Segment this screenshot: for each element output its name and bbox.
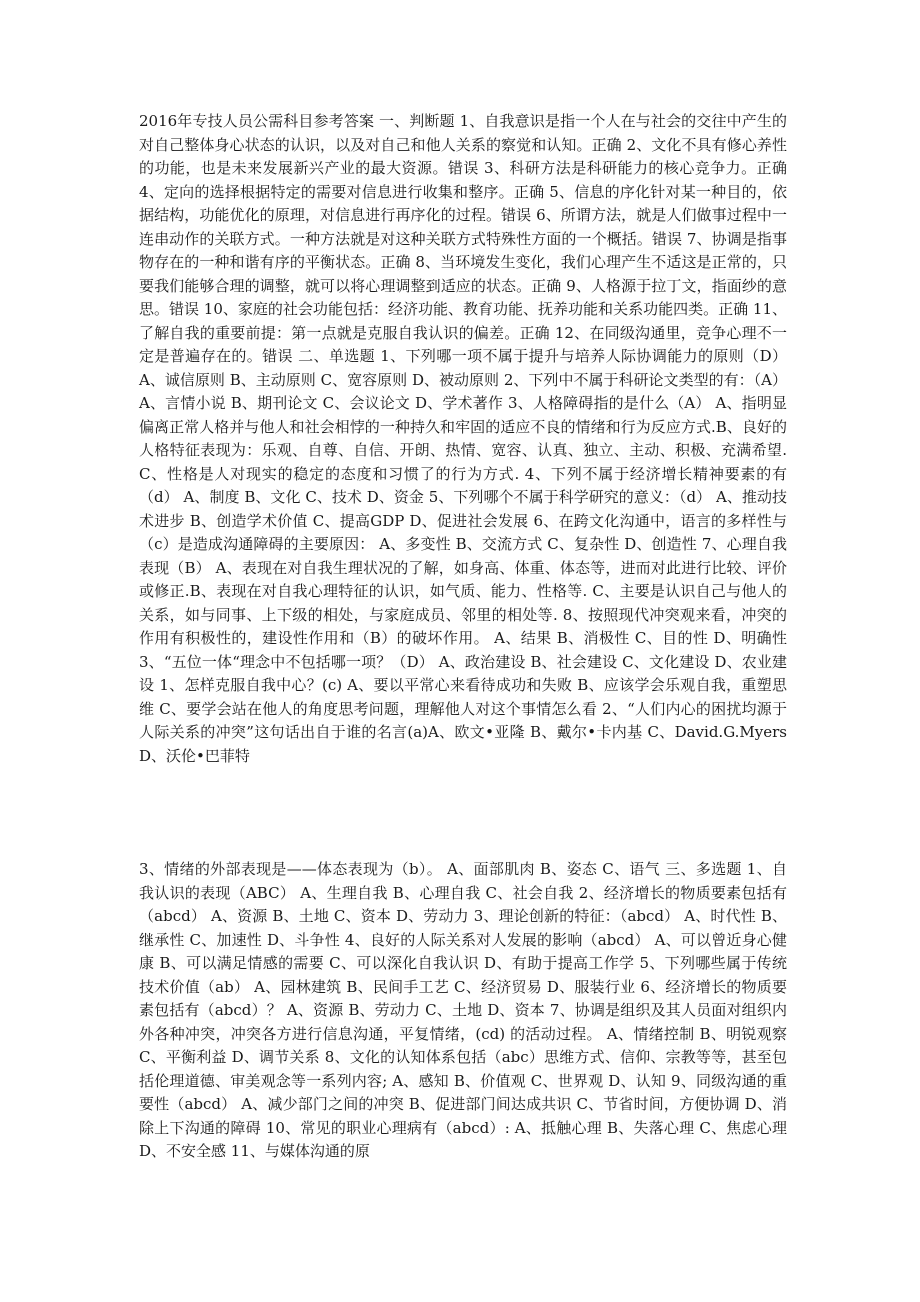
answer-paragraph-1: 2016年专技人员公需科目参考答案 一、判断题 1、自我意识是指一个人在与社会的交往中产生的对自己整体身心状态的认识，以及对自己和他人关系的察觉和认知。正确 2、文化不具有修心养性的功能，也是未来发展新兴产业的最大资源。错误 3、科研方法是科研能力的核心竞争力。正确 4、定向的选择根据特定的需要对信息进行收集和整序。正确 5、信息的序化针对某一种目的，依据结构，功能优化的原理，对信息进行再序化的过程。错误 6、所谓方法，就是人们做事过程中一连串动作的关联方式。一种方法就是对这种关联方式特殊性方面的一个概括。错误 7、协调是指事物存在的一种和谐有序的平衡状态。正确 8、当环境发生变化，我们心理产生不适这是正常的，只要我们能够合理的调整，就可以将心理调整到适应的状态。正确 9、人格源于拉丁文，指面纱的意思。错误 10、家庭的社会功能包括：经济功能、教育功能、抚养功能和关系功能四类。正确 11、了解自我的重要前提：第一点就是克服自我认识的偏差。正确 12、在同级沟通里，竞争心理不一定是普遍存在的。错误 二、单选题 1、下列哪一项不属于提升与培养人际协调能力的原则（D） A、诚信原则 B、主动原则 C、宽容原则 D、被动原则 2、下列中不属于科研论文类型的有：（A） A、言情小说 B、期刊论文 C、会议论文 D、学术著作 3、人格障碍指的是什么（A） A、指明显偏离正常人格并与他人和社会相悖的一种持久和牢固的适应不良的情绪和行为反应方式.B、良好的人格特征表现为：乐观、自尊、自信、开朗、热情、宽容、认真、独立、主动、积极、充满希望.C、性格是人对现实的稳定的态度和习惯了的行为方式. 4、下列不属于经济增长精神要素的有（d） A、制度 B、文化 C、技术 D、资金 5、下列哪个不属于科学研究的意义：（d） A、推动技术进步 B、创造学术价值 C、提高GDP D、促进社会发展 6、在跨文化沟通中，语言的多样性与（c）是造成沟通障碍的主要原因： A、多变性 B、交流方式 C、复杂性 D、创造性 7、心理自我表现（B） A、表现在对自我生理状况的了解，如身高、体重、体态等，进而对此进行比较、评价或修正.B、表现在对自我心理特征的认识，如气质、能力、性格等. C、主要是认识自己与他人的关系，如与同事、上下级的相处，与家庭成员、邻里的相处等. 8、按照现代冲突观来看，冲突的作用有积极性的，建设性作用和（B）的破坏作用。 A、结果 B、消极性 C、目的性 D、明确性 3、“五位一体“理念中不包括哪一项？（D） A、政治建设 B、社会建设 C、文化建设 D、农业建设 1、怎样克服自我中心？(c) A、要以平常心来看待成功和失败 B、应该学会乐观自我，重塑思维 C、要学会站在他人的角度思考问题，理解他人对这个事情怎么看 2、“人们内心的困扰均源于人际关系的冲突”这句话出自于谁的名言(a)A、欧文•亚隆 B、戴尔•卡内基 C、David.G.Myers D、沃伦•巴菲特	[139, 112, 787, 765]
answer-paragraph-2: 3、情绪的外部表现是——体态表现为（b）。 A、面部肌肉 B、姿态 C、语气 三、多选题 1、自我认识的表现（ABC） A、生理自我 B、心理自我 C、社会自我 2、经济增长的物质要素包括有（abcd） A、资源 B、土地 C、资本 D、劳动力 3、理论创新的特征：（abcd） A、时代性 B、继承性 C、加速性 D、斗争性 4、良好的人际关系对人发展的影响（abcd） A、可以曾近身心健康 B、可以满足情感的需要 C、可以深化自我认识 D、有助于提高工作学 5、下列哪些属于传统技术价值（ab） A、园林建筑 B、民间手工艺 C、经济贸易 D、服装行业 6、经济增长的物质要素包括有（abcd）？ A、资源 B、劳动力 C、土地 D、资本 7、协调是组织及其人员面对组织内外各种冲突，冲突各方进行信息沟通，平复情绪，(cd) 的活动过程。 A、情绪控制 B、明锐观察 C、平衡利益 D、调节关系 8、文化的认知体系包括（abc）思维方式、信仰、宗教等等，甚至包括伦理道德、审美观念等一系列内容; A、感知 B、价值观 C、世界观 D、认知 9、同级沟通的重要性（abcd） A、减少部门之间的冲突 B、促进部门间达成共识 C、节省时间，方便协调 D、消除上下沟通的障碍 10、常见的职业心理病有（abcd）: A、抵触心理 B、失落心理 C、焦虑心理 D、不安全感 11、与媒体沟通的原	[139, 860, 787, 1160]
